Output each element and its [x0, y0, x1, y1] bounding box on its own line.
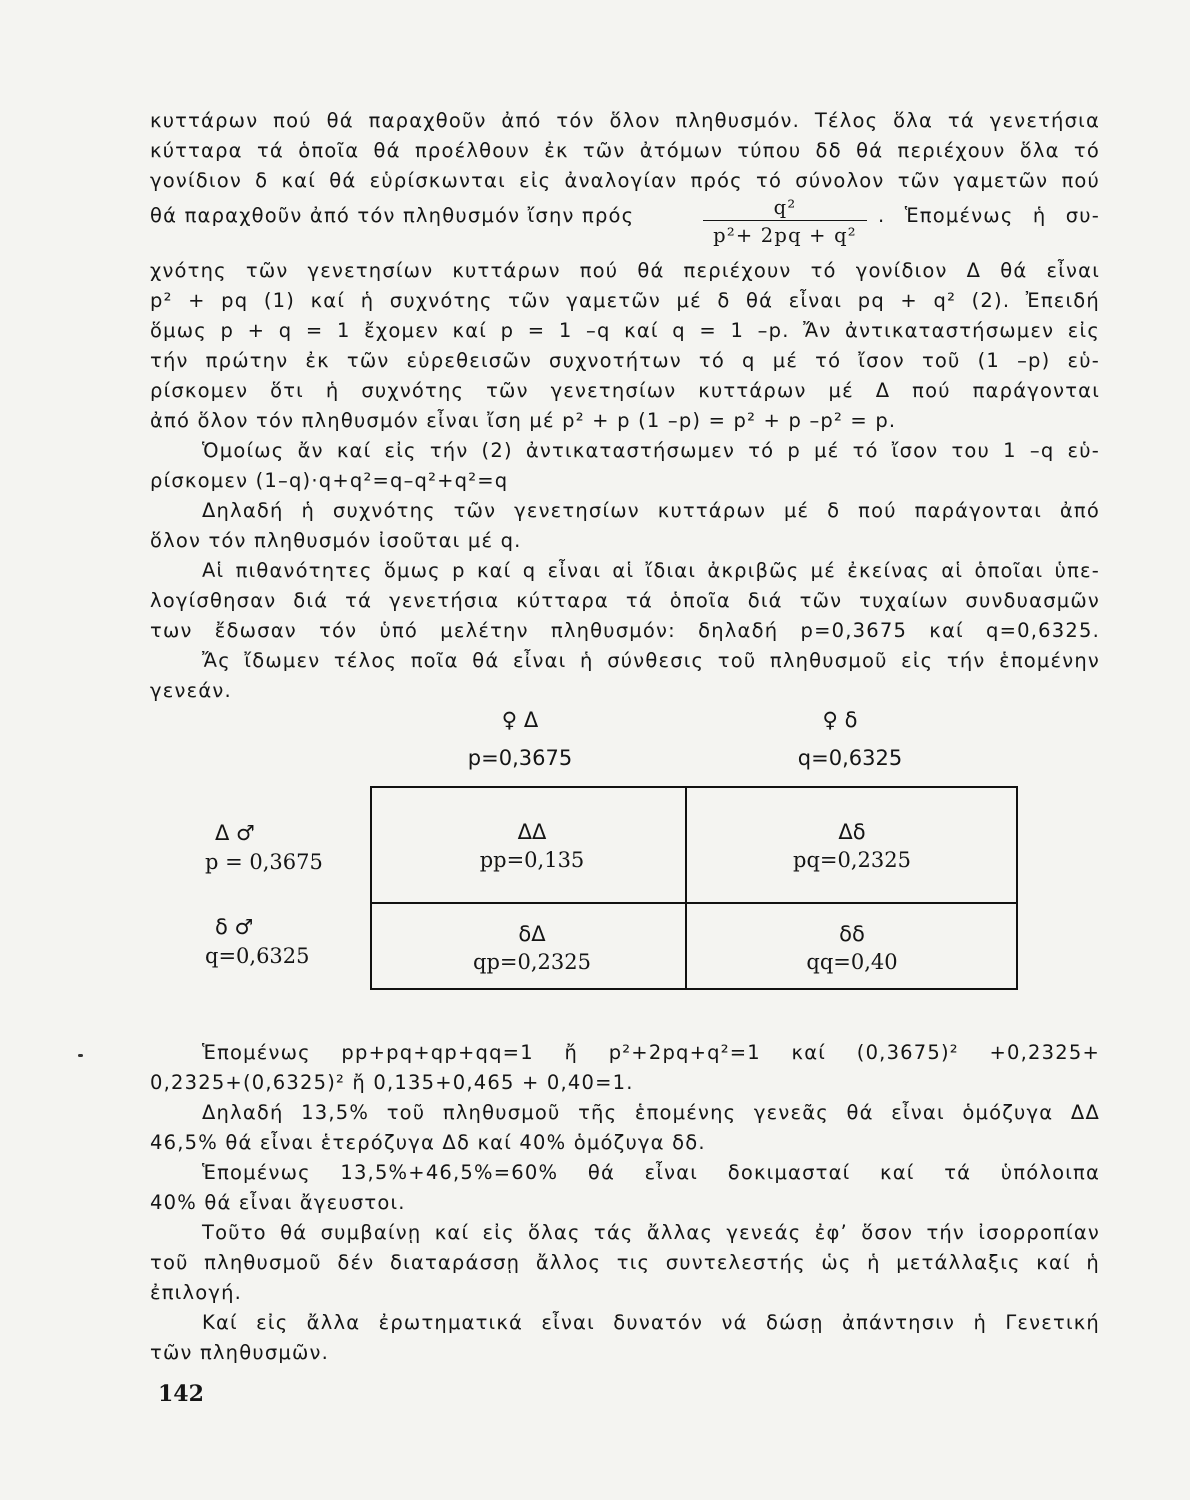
female-gamete-d-value: q=0,6325 — [797, 746, 903, 770]
text-line: κυττάρων πού θά παραχθοῦν ἀπό τόν ὅλον πληθυσμόν. Τέλος ὅλα τά γενετήσια — [150, 109, 1100, 132]
text-line: χνότης τῶν γενετησίων κυττάρων πού θά περιέχουν τό γονίδιον Δ θά εἶναι — [150, 259, 1100, 282]
grid-divider-horizontal — [372, 902, 1016, 904]
cell-dd — [752, 920, 952, 976]
cell-genotype: Δδ — [838, 820, 866, 844]
punnett-square — [370, 786, 1018, 990]
text-line: ἐπιλογή. — [150, 1281, 243, 1304]
text-line: ὅμως p + q = 1 ἔχομεν καί p = 1 –q καί q = 1 –p. Ἄν ἀντικαταστήσωμεν εἰς — [150, 319, 1100, 342]
cell-dD — [432, 920, 632, 976]
male-gamete-D — [205, 818, 323, 876]
text-line: Ἑπομένως 13,5%+46,5%=60% θά εἶναι δοκιμασταί καί τά ὑπόλοιπα — [202, 1161, 1100, 1184]
text-line: Δηλαδή ἡ συχνότης τῶν γενετησίων κυττάρων μέ δ πού παράγονται ἀπό — [202, 499, 1100, 522]
text-line: Δηλαδή 13,5% τοῦ πληθυσμοῦ τῆς ἑπομένης γενεᾶς θά εἶναι ὁμόζυγα ΔΔ — [202, 1101, 1100, 1124]
text-line: γενεάν. — [150, 679, 232, 702]
cell-value: qq=0,40 — [806, 950, 898, 974]
text-line: Αἱ πιθανότητες ὅμως p καί q εἶναι αἱ ἴδιαι ἀκριβῶς μέ ἐκείνας αἱ ὁποῖαι ὑπε- — [202, 559, 1100, 582]
text-line: Ἄς ἴδωμεν τέλος ποῖα θά εἶναι ἡ σύνθεσις τοῦ πληθυσμοῦ εἰς τήν ἑπομένην — [202, 649, 1100, 672]
cell-Dd — [752, 818, 952, 874]
fraction-left-text: θά παραχθοῦν ἀπό τόν πληθυσμόν ἴσην πρός — [150, 204, 635, 227]
male-gamete-d-label: δ ♂ — [215, 915, 254, 939]
fraction-right-text: . Ἑπομένως ἡ συ- — [878, 204, 1100, 227]
cell-value: qp=0,2325 — [473, 950, 591, 974]
male-gamete-D-label: Δ ♂ — [215, 821, 255, 845]
cell-genotype: δΔ — [518, 922, 546, 946]
text-line: κύτταρα τά ὁποῖα θά προέλθουν ἐκ τῶν ἀτόμων τύπου δδ θά περιέχουν ὅλα τό — [150, 139, 1100, 162]
text-line: λογίσθησαν διά τά γενετήσια κύτταρα τά ὁποῖα διά τῶν τυχαίων συνδυασμῶν — [150, 589, 1100, 612]
text-line: 46,5% θά εἶναι ἑτερόζυγα Δδ καί 40% ὁμόζυγα δδ. — [150, 1131, 706, 1154]
cell-genotype: δδ — [839, 922, 865, 946]
fraction-denominator: p²+ 2pq + q² — [713, 224, 857, 247]
grid-divider-vertical — [685, 788, 687, 988]
text-line: ὅλον τόν πληθυσμόν ἰσοῦται μέ q. — [150, 529, 522, 552]
text-line: Ἑπομένως pp+pq+qp+qq=1 ἤ p²+2pq+q²=1 καί (0,3675)² +0,2325+ — [202, 1041, 1100, 1064]
text-line: Καί εἰς ἄλλα ἐρωτηματικά εἶναι δυνατόν νά δώσῃ ἀπάντησιν ἡ Γενετική — [202, 1311, 1100, 1334]
paragraph-1 — [150, 106, 1100, 196]
cell-genotype: ΔΔ — [517, 820, 547, 844]
text-line: τήν πρώτην ἐκ τῶν εὑρεθεισῶν συχνοτήτων τό q μέ τό ἴσον τοῦ (1 –p) εὑ- — [150, 349, 1100, 372]
text-line: ρίσκομεν (1–q)·q+q²=q–q²+q²=q — [150, 469, 509, 492]
male-gamete-d-value: q=0,6325 — [205, 944, 310, 968]
female-gamete-D-label: ♀ Δ — [501, 708, 539, 732]
text-line: τοῦ πληθυσμοῦ δέν διαταράσσῃ ἄλλος τις συντελεστής ὡς ἡ μετάλλαξις καί ἡ — [150, 1251, 1100, 1274]
paragraph-7-to-11 — [150, 1038, 1100, 1368]
ink-speck — [78, 1054, 83, 1057]
fraction-numerator: q² — [703, 196, 867, 221]
text-line: ἀπό ὅλον τόν πληθυσμόν εἶναι ἴση μέ p² + p (1 –p) = p² + p –p² = p. — [150, 409, 897, 432]
text-line: των ἔδωσαν τόν ὑπό μελέτην πληθυσμόν: δηλαδή p=0,3675 καί q=0,6325. — [150, 619, 1100, 642]
text-line: Τοῦτο θά συμβαίνῃ καί εἰς ὅλας τάς ἄλλας γενεάς ἐφ’ ὅσον τήν ἰσορροπίαν — [202, 1221, 1100, 1244]
text-line: ρίσκομεν ὅτι ἡ συχνότης τῶν γενετησίων κυττάρων μέ Δ πού παράγονται — [150, 379, 1100, 402]
page-number: 142 — [158, 1381, 204, 1407]
fraction — [703, 196, 867, 249]
cell-value: pp=0,135 — [479, 848, 585, 872]
male-gamete-d — [205, 912, 310, 970]
female-gamete-D-value: p=0,3675 — [467, 746, 573, 770]
female-gamete-d-label: ♀ δ — [822, 708, 858, 732]
male-gamete-D-value: p = 0,3675 — [205, 850, 323, 874]
text-line: τῶν πληθυσμῶν. — [150, 1341, 329, 1364]
cell-value: pq=0,2325 — [793, 848, 911, 872]
text-line: 0,2325+(0,6325)² ἤ 0,135+0,465 + 0,40=1. — [150, 1071, 634, 1094]
paragraph-2 — [150, 256, 1100, 706]
text-line: Ὁμοίως ἄν καί εἰς τήν (2) ἀντικαταστήσωμεν τό p μέ τό ἴσον του 1 –q εὑ- — [202, 439, 1100, 462]
cell-DD — [432, 818, 632, 874]
text-line: p² + pq (1) καί ἡ συχνότης τῶν γαμετῶν μέ δ θά εἶναι pq + q² (2). Ἐπειδή — [150, 289, 1100, 312]
text-line: 40% θά εἶναι ἄγευστοι. — [150, 1191, 406, 1214]
text-line: γονίδιον δ καί θά εὑρίσκωνται εἰς ἀναλογίαν πρός τό σύνολον τῶν γαμετῶν πού — [150, 169, 1100, 192]
